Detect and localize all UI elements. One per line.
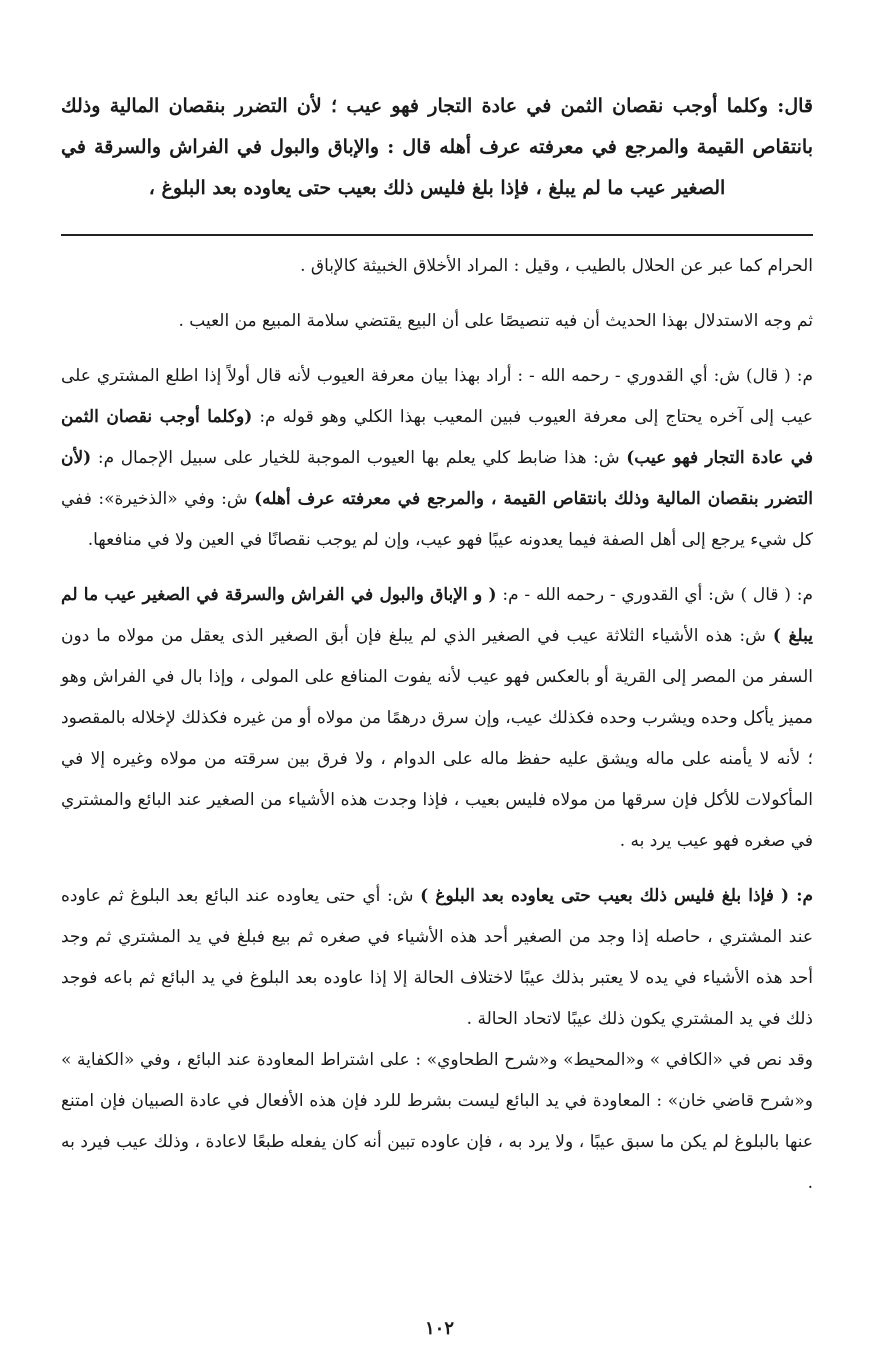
commentary-p3-text-e: ش: وفي «الذخيرة»: ففي كل شيء يرجع إلى أهل الصفة فيما يعدونه عيبًا فهو عيب، وإن لم يوجب نقصانًا في العين ولا في منافعها.	[61, 489, 813, 550]
commentary-p3-text-a: م: ( قال) ش: أي القدوري - رحمه الله - : أراد بهذا بيان معرفة العيوب لأنه قال أولاً إذا اطلع المشتري على عيب إلى آخره يحتاج إلى معرفة العيوب فبين المعيب بهذا الكلي وهو قوله م:	[61, 366, 813, 427]
commentary-p3-quote-d: (لأن التضرر بنقصان المالية وذلك بانتقاص القيمة ، والمرجع في معرفته عرف أهله)	[61, 448, 814, 509]
commentary-p4-text-c: ش: هذه الأشياء الثلاثة عيب في الصغير الذي لم يبلغ فإن أبق الصغير الذى يعقل من مولاه ما دون السفر من المصر إلى القرية أو بالعكس فهو عيب لأنه يفوت المنافع على المولى ، وإذا بال في الفراش وهو مميز يأكل وحده ويشرب وحده فكذلك عيب، وإن سرق درهمًا من مولاه أو من غيره فكذلك لإخلاله بالمقصود ؛ لأنه لا يأمنه على ماله ويشق عليه حفظ ماله على الدوام ، ولا فرق بين سرقته من مولاه وغيره إلا في المأكولات للأكل فإن سرقها من مولاه فليس بعيب ، فإذا وجدت هذه الأشياء من الصغير عند البائع والمشتري في صغره فهو عيب يرد به .	[61, 626, 813, 851]
commentary-paragraph-3	[61, 356, 813, 561]
commentary-paragraph-6: وقد نص في «الكافي » و«المحيط» و«شرح الطحاوي» : على اشتراط المعاودة عند البائع ، وفي «الكفاية » و«شرح قاضي خان» : المعاودة في يد البائع ليست بشرط للرد فإن هذه الأفعال في عادة الصبيان فإن امتنع عنها بالبلوغ لم يكن ما سبق عيبًا ، ولا يرد به ، فإن عاوده تبين أنه كان يفعله طبعًا لاعادة ، وذلك عيب فيرد به .	[61, 1050, 813, 1193]
commentary-paragraph-2: ثم وجه الاستدلال بهذا الحديث أن فيه تنصيصًا على أن البيع يقتضي سلامة المبيع من العيب .	[178, 311, 813, 331]
commentary-paragraph-5	[61, 876, 813, 1040]
page-number: ١٠٢	[424, 1318, 454, 1339]
commentary-p5-text-b: ش: أي حتى يعاوده عند البائع بعد البلوغ ثم عاوده عند المشتري ، حاصله إذا وجد من الصغير أحد هذه الأشياء في صغره ثم بيع فبلغ في يد المشتري ثم وجد أحد هذه الأشياء في يده لا يعتبر بذلك عيبًا لاختلاف الحالة إلا إذا عاوده بعد البلوغ في يد البائع ثم باعه فوجد ذلك في يد المشتري يكون ذلك عيبًا لاتحاد الحالة .	[61, 886, 813, 1029]
commentary-paragraph-1: الحرام كما عبر عن الحلال بالطيب ، وقيل : المراد الأخلاق الخبيثة كالإباق .	[300, 256, 813, 276]
section-divider	[61, 234, 813, 236]
commentary-paragraph-4	[61, 575, 813, 862]
commentary-p3-text-c: ش: هذا ضابط كلي يعلم بها العيوب الموجبة للخيار على سبيل الإجمال م:	[97, 448, 620, 468]
commentary-p4-quote-b: ( و الإباق والبول في الفراش والسرقة في الصغير عيب ما لم يبلغ )	[61, 585, 814, 646]
commentary-p4-text-a: م: ( قال ) ش: أي القدوري - رحمه الله - م:	[502, 585, 814, 605]
matn-text-block: قال: وكلما أوجب نقصان الثمن في عادة التجار فهو عيب ؛ لأن التضرر بنقصان المالية وذلك بانتقاص القيمة والمرجع في معرفته عرف أهله قال : والإباق والبول في الفراش والسرقة في الصغير عيب ما لم يبلغ ، فإذا بلغ فليس ذلك بعيب حتى يعاوده بعد البلوغ ،	[61, 95, 813, 199]
commentary-p3-quote-b: (وكلما أوجب نقصان الثمن في عادة التجار فهو عيب)	[61, 407, 813, 468]
commentary-block	[61, 246, 813, 1218]
commentary-p5-quote-a: م: ( فإذا بلغ فليس ذلك بعيب حتى يعاوده بعد البلوغ )	[420, 886, 814, 906]
